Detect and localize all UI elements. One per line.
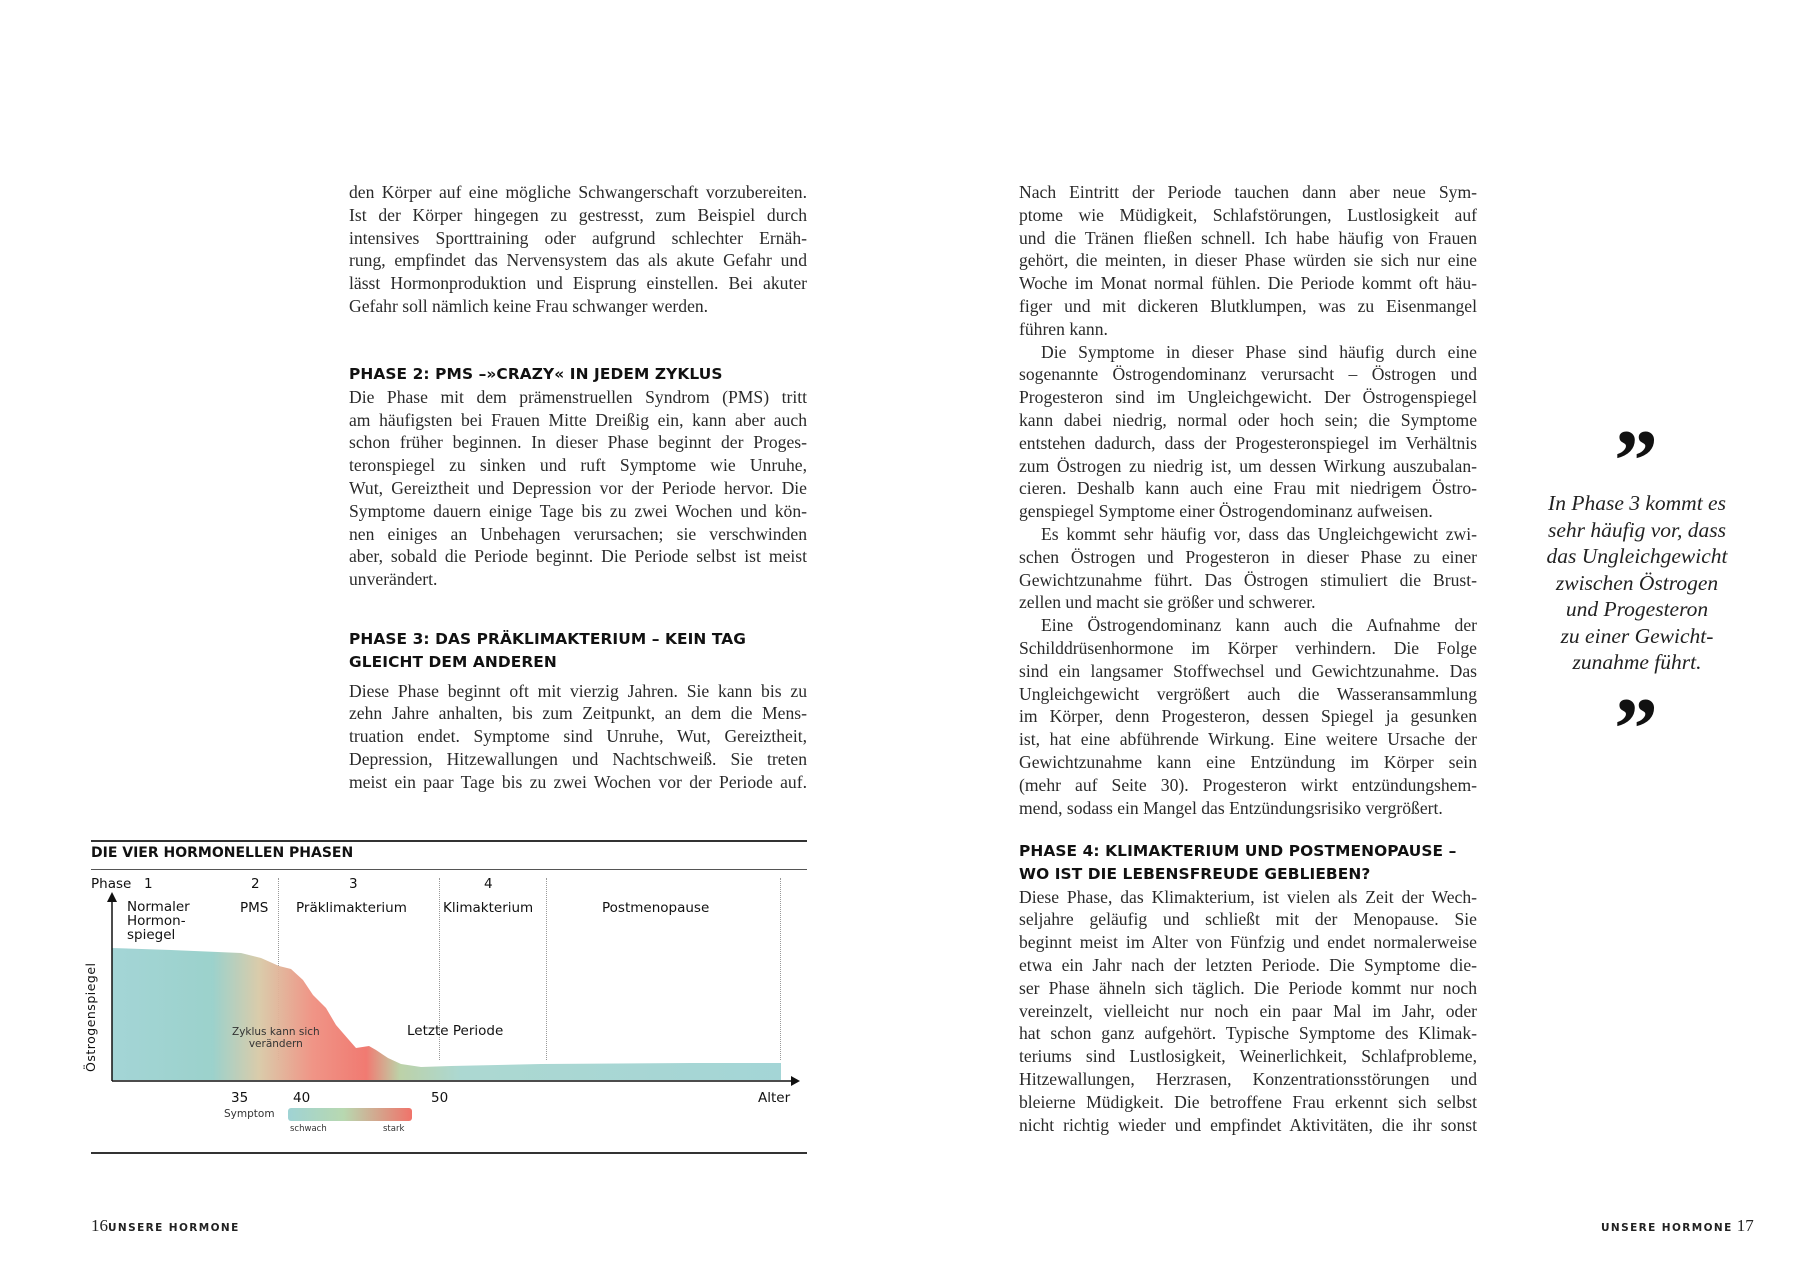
- text-line: Diese Phase beginnt oft mit vierzig Jahren. Sie kann bis zu: [349, 680, 807, 701]
- left-page-footer: [91, 1216, 240, 1236]
- text-line: zehn Jahre anhalten, bis zum Zeitpunkt, an dem die Mens-: [349, 703, 807, 724]
- text-line: Gefahr soll nämlich keine Frau schwanger werden.: [349, 295, 709, 316]
- text-line: schen Östrogen und Progesteron in dieser Phase zu einer: [1019, 546, 1477, 567]
- text-line: figer und mit dickeren Blutklumpen, was zu Eisenmangel: [1019, 295, 1477, 316]
- text-line: Gewichtzunahme kann eine Entzündung im Körper sein: [1019, 751, 1477, 772]
- text-line: seljahre geläufig und schließt mit der Menopause. Sie: [1019, 909, 1477, 930]
- phase4-heading-line2: WO IST DIE LEBENSFREUDE GEBLIEBEN?: [1019, 864, 1371, 883]
- phase-name-5: Postmenopause: [602, 900, 710, 916]
- quote-line: In Phase 3 kommt es: [1548, 491, 1726, 515]
- estrogen-area-plot: [91, 840, 807, 1158]
- text-line: vereinzelt, vielleicht nur noch ein paar Mal im Jahr, oder: [1019, 1000, 1477, 1021]
- chart-bottom-rule: [91, 1152, 807, 1154]
- text-line: rung, empfindet das Nervensystem das als akute Gefahr und: [349, 250, 807, 271]
- text-line: Nach Eintritt der Periode tauchen dann aber neue Sym-: [1019, 182, 1477, 202]
- quote-line: und Progesteron: [1565, 597, 1709, 621]
- text-line: meist ein paar Tage bis zu zwei Wochen vor der Periode auf.: [349, 771, 807, 792]
- text-line: beginnt meist im Alter von Fünfzig und endet normalerweise: [1019, 932, 1477, 953]
- text-line: Symptome dauern einige Tage bis zu zwei Wochen und kön-: [349, 500, 807, 521]
- text-line: kann dabei niedrig, normal oder hoch sein; die Symptome: [1019, 409, 1477, 430]
- text-line: genspiegel Symptome einer Östrogendominanz aufweisen.: [1019, 501, 1433, 522]
- text-line: im Körper, denn Progesteron, dessen Spiegel ja gesunken: [1019, 706, 1477, 727]
- quote-open-icon: ”: [1614, 413, 1658, 510]
- annotation-last-period: Letzte Periode: [407, 1023, 504, 1039]
- x-tick-35: 35: [231, 1090, 249, 1106]
- text-line: unverändert.: [349, 569, 438, 590]
- legend-low: schwach: [290, 1124, 327, 1134]
- phase-name-3: Präklimakterium: [296, 900, 407, 916]
- text-line: nen einiges an Unbehagen verursachen; sie verschwinden: [349, 523, 807, 544]
- quote-line: zu einer Gewicht-: [1560, 623, 1714, 648]
- legend-high: stark: [383, 1124, 405, 1134]
- x-axis-label: Alter: [758, 1090, 791, 1106]
- text-line: Ist der Körper hingegen zu gestresst, zum Beispiel durch: [349, 204, 807, 225]
- x-tick-40: 40: [293, 1090, 311, 1106]
- quote-line: zunahme führt.: [1572, 650, 1702, 674]
- phase2-section: [349, 363, 807, 591]
- text-line: Es kommt sehr häufig vor, dass das Ungleichgewicht zwi-: [1041, 523, 1477, 544]
- phase-row-label: Phase: [91, 876, 132, 892]
- quote-line: zwischen Östrogen: [1555, 570, 1719, 595]
- text-line: Schilddrüsenhormone im Körper verhindern. Die Folge: [1019, 637, 1477, 658]
- text-line: hat schon ganz aufgehört. Typische Symptome des Klimak-: [1019, 1023, 1477, 1044]
- text-line: führen kann.: [1019, 318, 1108, 339]
- phase4-section: [1019, 840, 1477, 1136]
- phase3-section: [349, 628, 807, 794]
- text-line: ist, hat eine abführende Wirkung. Eine weitere Ursache der: [1019, 729, 1477, 750]
- text-line: gehört, die meinten, in dieser Phase würden sie sich nur eine: [1019, 250, 1477, 271]
- phase3-heading-line2: GLEICHT DEM ANDEREN: [349, 652, 557, 671]
- running-head: UNSERE HORMONE: [108, 1222, 240, 1234]
- text-line: (mehr auf Seite 30). Progesteron wirkt entzündungshem-: [1019, 774, 1477, 795]
- text-line: Ungleichgewicht vergrößert auch die Wasseransammlung: [1019, 683, 1477, 704]
- phase-number-3: 3: [349, 876, 358, 892]
- hormone-phases-chart: [83, 840, 807, 1158]
- text-line: ser Phase ähneln sich täglich. Die Periode kommt nur noch: [1019, 977, 1477, 998]
- text-line: Die Phase mit dem prämenstruellen Syndrom (PMS) tritt: [349, 386, 807, 407]
- text-line: truation endet. Symptome sind Unruhe, Wut, Gereiztheit,: [349, 726, 807, 747]
- phase-name-4: Klimakterium: [443, 900, 534, 916]
- text-line: teriums sind Lustlosigkeit, Weinerlichkeit, Schlafprobleme,: [1019, 1046, 1477, 1067]
- phase4-heading-line1: PHASE 4: KLIMAKTERIUM UND POSTMENOPAUSE –: [1019, 842, 1457, 860]
- legend-label: Symptom: [224, 1108, 275, 1120]
- chart-title: DIE VIER HORMONELLEN PHASEN: [91, 845, 354, 861]
- page-number: 16: [91, 1216, 108, 1235]
- text-line: entstehen dadurch, dass der Progesteronspiegel im Verhältnis: [1019, 432, 1477, 453]
- text-line: Hitzewallungen, Herzrasen, Konzentrationsstörungen und: [1019, 1068, 1477, 1089]
- text-line: lässt Hormonproduktion und Eisprung einstellen. Bei akuter: [349, 273, 807, 294]
- phase-number-1: 1: [144, 876, 153, 892]
- text-line: zum Östrogen zu niedrig ist, um dessen Wirkung auszubalan-: [1019, 455, 1477, 476]
- quote-close-icon: ”: [1614, 681, 1658, 778]
- text-line: mend, sodass ein Mangel das Entzündungsrisiko vergrößert.: [1019, 797, 1443, 818]
- text-line: sind ein langsamer Stoffwechsel und Gewichtzunahme. Das: [1019, 660, 1477, 681]
- right-page-footer: [1601, 1216, 1754, 1236]
- annotation-cycle: Zyklus kann sich verändern: [232, 1026, 320, 1050]
- text-line: Wut, Gereiztheit und Depression vor der Periode hervor. Die: [349, 477, 807, 498]
- text-line: Eine Östrogendominanz kann auch die Aufnahme der: [1041, 615, 1477, 636]
- text-line: bleierne Müdigkeit. Die betroffene Frau erkennt sich selbst: [1019, 1091, 1477, 1112]
- x-tick-50: 50: [431, 1090, 449, 1106]
- text-line: intensives Sporttraining oder aufgrund schlechter Ernäh-: [349, 227, 807, 248]
- text-line: Die Symptome in dieser Phase sind häufig durch eine: [1041, 341, 1477, 362]
- pull-quote: [1527, 490, 1747, 676]
- phase-number-2: 2: [251, 876, 260, 892]
- text-line: und die Tränen fließen schnell. Ich habe häufig von Frauen: [1019, 227, 1477, 248]
- phase-name-2: PMS: [240, 900, 269, 916]
- text-line: Depression, Hitzewallungen und Nachtschweiß. Sie treten: [349, 748, 807, 769]
- y-axis-label: Östrogenspiegel: [83, 962, 98, 1072]
- text-line: nicht richtig wieder und empfindet Aktivitäten, die ihr sonst: [1019, 1114, 1477, 1135]
- right-column: [1019, 181, 1477, 819]
- text-line: am häufigsten bei Frauen Mitte Dreißig ein, kann aber auch: [349, 409, 807, 430]
- text-line: schon früher beginnen. In dieser Phase beginnt der Proges-: [349, 432, 807, 453]
- text-line: etwa ein Jahr nach der letzten Periode. Die Symptome die-: [1019, 954, 1477, 975]
- text-line: Diese Phase, das Klimakterium, ist vielen als Zeit der Wech-: [1019, 886, 1477, 907]
- running-head: UNSERE HORMONE: [1601, 1222, 1733, 1234]
- text-line: aber, sobald die Periode beginnt. Die Periode selbst ist meist: [349, 546, 807, 567]
- text-line: Woche im Monat normal fühlen. Die Periode kommt oft häu-: [1019, 273, 1477, 294]
- text-line: Gewichtzunahme führt. Das Östrogen stimuliert die Brust-: [1019, 569, 1477, 590]
- text-line: teronspiegel zu sinken und ruft Symptome wie Unruhe,: [349, 455, 807, 476]
- text-line: ptome wie Müdigkeit, Schlafstörungen, Lustlosigkeit auf: [1019, 204, 1477, 225]
- text-line: Progesteron sind im Ungleichgewicht. Der Östrogenspiegel: [1019, 387, 1477, 408]
- quote-line: sehr häufig vor, dass: [1548, 517, 1726, 542]
- page-number: 17: [1736, 1216, 1754, 1235]
- text-line: cieren. Deshalb kann auch eine Frau mit niedrigem Östro-: [1019, 478, 1477, 499]
- phase3-heading-line1: PHASE 3: DAS PRÄKLIMAKTERIUM – KEIN TAG: [349, 630, 746, 648]
- text-line: den Körper auf eine mögliche Schwangerschaft vorzubereiten.: [349, 182, 807, 202]
- quote-line: das Ungleichgewicht: [1546, 544, 1728, 568]
- phase-number-4: 4: [484, 876, 493, 892]
- text-line: zellen und macht sie größer und schwerer.: [1019, 592, 1316, 613]
- text-line: sogenannte Östrogendominanz verursacht – Östrogen und: [1019, 364, 1477, 385]
- phase2-heading: PHASE 2: PMS –»CRAZY« IN JEDEM ZYKLUS: [349, 365, 723, 383]
- left-intro-paragraph: [349, 181, 807, 318]
- phase-name-1: Normaler Hormon- spiegel: [127, 899, 190, 943]
